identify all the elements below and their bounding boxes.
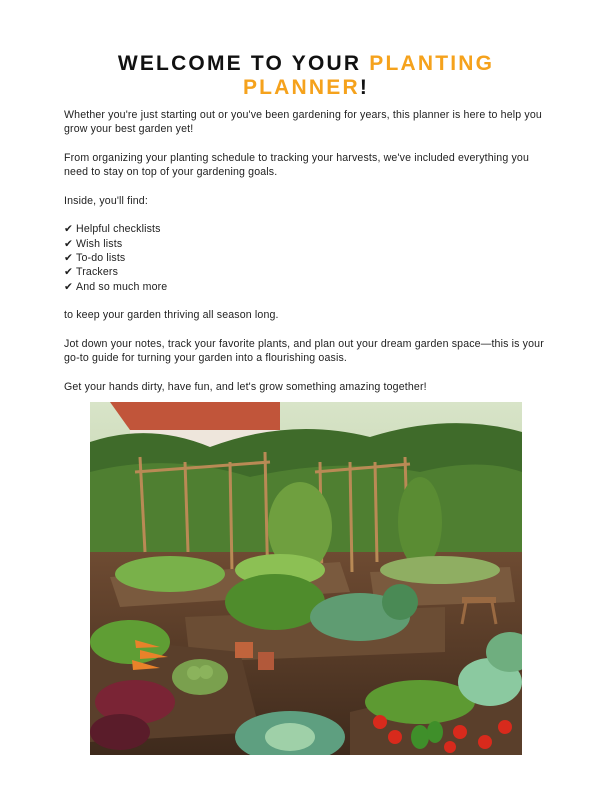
list-item-label: Helpful checklists — [76, 223, 161, 236]
feature-checklist — [64, 222, 550, 293]
garden-photo — [90, 402, 522, 755]
checkmark-icon: ✔ — [64, 280, 74, 293]
closing-paragraph-2: Jot down your notes, track your favorite plants, and plan out your dream garden space—this is your go-to guide for turning your garden into a flourishing oasis. — [64, 337, 544, 365]
checkmark-icon: ✔ — [64, 266, 74, 279]
title-accent: PLANTING PLANNER — [242, 52, 495, 100]
list-item-label: And so much more — [76, 280, 168, 293]
list-item — [64, 251, 550, 265]
checkmark-icon: ✔ — [64, 251, 74, 264]
page-title — [60, 52, 552, 100]
list-item-label: To-do lists — [76, 251, 126, 264]
list-item — [64, 237, 550, 251]
list-item — [64, 265, 550, 279]
list-item-label: Wish lists — [76, 237, 123, 250]
closing-paragraph-3: Get your hands dirty, have fun, and let's grow something amazing together! — [64, 380, 427, 393]
intro-paragraph-1: Whether you're just starting out or you've been gardening for years, this planner is here to help you grow your best garden yet! — [64, 109, 542, 136]
intro-content — [64, 108, 550, 408]
title-prefix: WELCOME TO YOUR — [117, 52, 370, 76]
checkmark-icon: ✔ — [64, 237, 74, 250]
title-suffix: ! — [359, 76, 370, 100]
list-item-label: Trackers — [76, 266, 119, 279]
intro-paragraph-3: Inside, you'll find: — [64, 194, 148, 207]
list-item — [64, 280, 550, 294]
intro-paragraph-2: From organizing your planting schedule to tracking your harvests, we've included everything you need to stay on top of your gardening goals. — [64, 151, 529, 179]
list-item — [64, 222, 550, 236]
closing-paragraph-1: to keep your garden thriving all season long. — [64, 309, 279, 322]
checkmark-icon: ✔ — [64, 223, 74, 236]
